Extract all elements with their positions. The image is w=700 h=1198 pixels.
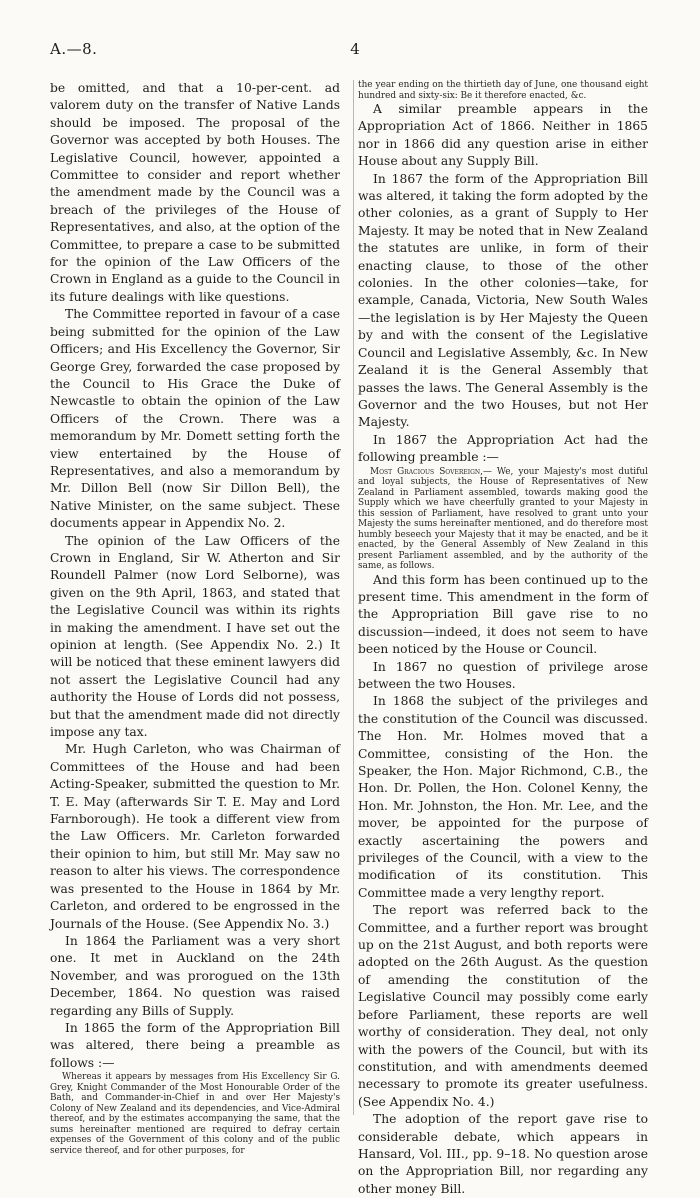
- paragraph: The Committee reported in favour of a case being submitted for the opinion of the Law Officers; and His Excellency the Governor, Sir George Grey, forwarded the case proposed by the Council to His Grace the Duke of Newcastle to obtain the opinion of the Law Officers of the Crown. There was a memorandum by Mr. Domett setting forth the view entertained by the House of Representatives, and also a memorandum by Mr. Dillon Bell (now Sir Dillon Bell), the Native Minister, on the same subject. These documents appear in Appendix No. 2.: [50, 307, 340, 531]
- paragraph: The adoption of the report gave rise to considerable debate, which appears in Hansard, Vol. III., pp. 9–18. No question arose on the Appropriation Bill, nor regarding any other money Bill.: [358, 1112, 648, 1196]
- paragraph: In 1868 the subject of the privileges and the constitution of the Council was discussed. The Hon. Mr. Holmes moved that a Committee, consisting of the Hon. the Speaker, the Hon. Major Richmond, C.B., the Hon. Dr. Pollen, the Hon. Colonel Kenny, the Hon. Mr. Johnston, the Hon. Mr. Lee, and the mover, be appointed for the purpose of exactly ascertaining the powers and privileges of the Council, with a view to the modification of its constitution. This Committee made a very lengthy report.: [358, 694, 648, 900]
- paragraph: be omitted, and that a 10-per-cent. ad valorem duty on the transfer of Native Lands should be imposed. The proposal of the Governor was accepted by both Houses. The Legislative Council, however, appointed a Committee to consider and report whether the amendment made by the Council was a breach of the privileges of the House of Representatives, and also, at the option of the Committee, to prepare a case to be submitted for the opinion of the Law Officers of the Crown in England as a guide to the Council in its future dealings with like questions.: [50, 81, 340, 304]
- page-header: [50, 40, 660, 62]
- paragraph: In 1867 the form of the Appropriation Bill was altered, it taking the form adopted by the other colonies, as a grant of Supply to Her Majesty. It may be noted that in New Zealand the statutes are unlike, in form of their enacting clause, to those of the other colonies. In the other colonies—take, for example, Canada, Victoria, New South Wales—the legislation is by Her Majesty the Queen by and with the consent of the Legislative Council and Legislative Assembly, &c. In New Zealand it is the General Assembly that passes the laws. The General Assembly is the Governor and the two Houses, but not Her Majesty.: [358, 171, 648, 430]
- paragraph: In 1867 no question of privilege arose between the two Houses.: [358, 659, 648, 691]
- page-number: 4: [350, 40, 360, 58]
- paragraph: The report was referred back to the Committee, and a further report was brought up on the 21st August, and both reports were adopted on the 26th August. As the question of amending the constitution of the Legislative Council may possibly come early before Parliament, these reports are well worthy of consideration. They deal, not only with the powers of the Council, but with its constitution, and with amendments deemed necessary to promote its greater usefulness. (See Appendix No. 4.): [358, 903, 648, 1109]
- right-column: [358, 80, 648, 1196]
- document-reference: A.—8.: [50, 40, 98, 58]
- paragraph: Mr. Hugh Carleton, who was Chairman of Committees of the House and had been Acting-Speaker, submitted the question to Mr. T. E. May (afterwards Sir T. E. May and Lord Farnborough). He took a different view from the Law Officers. Mr. Carleton forwarded their opinion to him, but still Mr. May saw no reason to alter his views. The correspondence was presented to the House in 1864 by Mr. Carleton, and ordered to be engrossed in the Journals of the House. (See Appendix No. 3.): [50, 742, 340, 931]
- column-divider: [353, 80, 354, 1115]
- paragraph: In 1864 the Parliament was a very short one. It met in Auckland on the 24th November, and was prorogued on the 13th December, 1864. No question was raised regarding any Bills of Supply.: [50, 933, 340, 1018]
- paragraph: In 1867 the Appropriation Act had the following preamble :—: [358, 432, 648, 465]
- quoted-preamble: Whereas it appears by messages from His Excellency Sir G. Grey, Knight Commander of the Most Honourable Order of the Bath, and Commander-in-Chief in and over Her Majesty's Colony of New Zealand and its dependencies, and Vice-Admiral thereof, and by the estimates accompanying the same, that the sums hereinafter mentioned are required to defray certain expenses of the Government of this colony and of the public service thereof, and for other purposes, for: [50, 1072, 340, 1156]
- paragraph: A similar preamble appears in the Appropriation Act of 1866. Neither in 1865 nor in 1866 did any question arise in either House about any Supply Bill.: [358, 102, 648, 169]
- paragraph: And this form has been continued up to the present time. This amendment in the form of the Appropriation Bill gave rise to no discussion—indeed, it does not seem to have been noticed by the House or Council.: [358, 572, 648, 657]
- paragraph: In 1865 the form of the Appropriation Bill was altered, there being a preamble as follows :—: [50, 1020, 340, 1070]
- left-column: [50, 80, 340, 1156]
- quoted-preamble: [358, 467, 648, 572]
- paragraph: The opinion of the Law Officers of the Crown in England, Sir W. Atherton and Sir Roundell Palmer (now Lord Selborne), was given on the 9th April, 1863, and stated that the Legislative Council was within its rights in making the amendment. I have set out the opinion at length. (See Appendix No. 2.) It will be noticed that these eminent lawyers did not assert the Legislative Council had any authority the House of Lords did not possess, but that the amendment made did not directly impose any tax.: [50, 533, 340, 740]
- quote-text: — We, your Majesty's most dutiful and loyal subjects, the House of Representatives of New Zealand in Parliament assembled, towards making good the Supply which we have cheerfully granted to your Majesty in this session of Parliament, have resolved to grant unto your Majesty the sums hereinafter mentioned, and do therefore most humbly beseech your Majesty that it may be enacted, and be it enacted, by the General Assembly of New Zealand in this present Parliament assembled, and by the authority of the same, as follows.: [358, 466, 648, 572]
- quoted-preamble-continued: the year ending on the thirtieth day of June, one thousand eight hundred and sixty-six: Be it therefore enacted, &c.: [358, 80, 648, 101]
- quote-salutation: Most Gracious Sovereign,: [370, 466, 483, 477]
